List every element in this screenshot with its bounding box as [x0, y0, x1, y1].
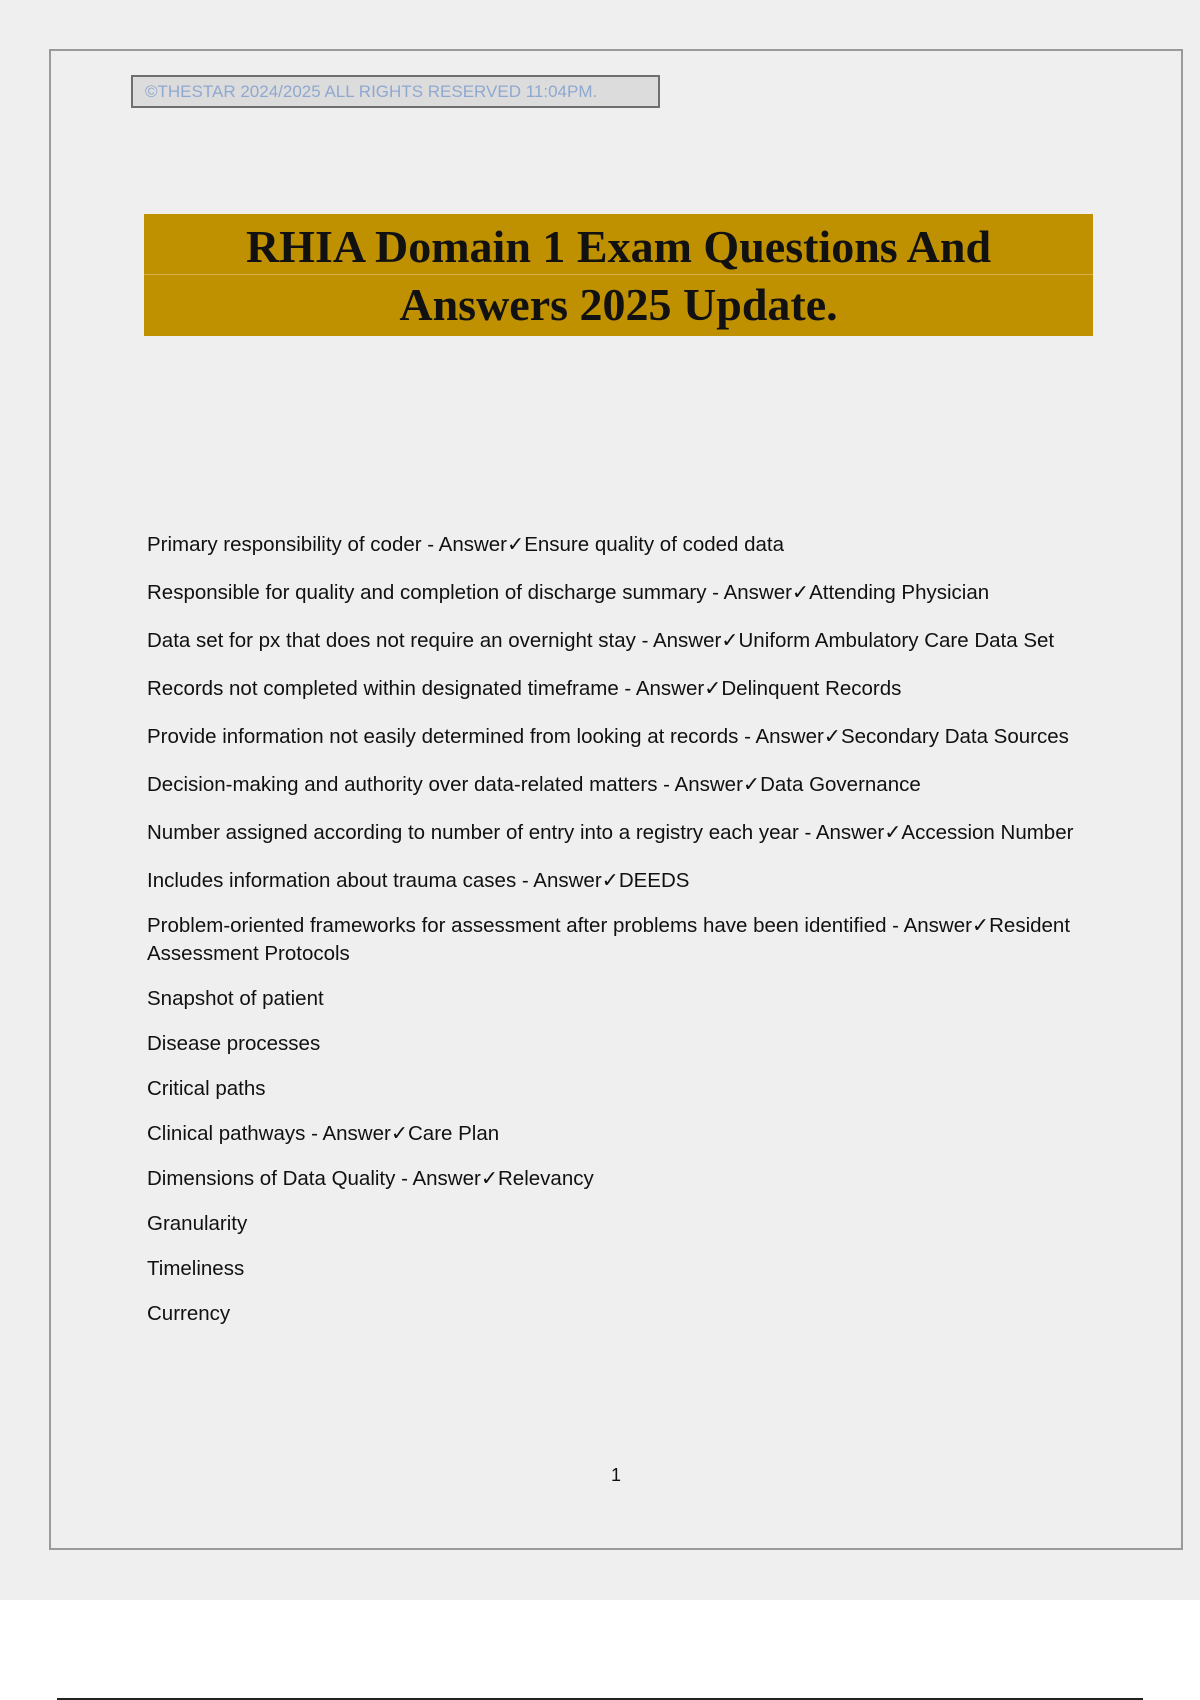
title-line-2: Answers 2025 Update. — [399, 279, 838, 330]
qa-item: Includes information about trauma cases - Answer✓DEEDS — [147, 869, 690, 892]
qa-item: Problem-oriented frameworks for assessment after problems have been identified - Answer✓Resident Assessment Protocols — [147, 914, 1071, 965]
qa-item: Timeliness — [147, 1257, 245, 1280]
qa-item: Currency — [147, 1302, 231, 1325]
document-page — [49, 49, 1183, 1550]
qa-item: Data set for px that does not require an overnight stay - Answer✓Uniform Ambulatory Care Data Set — [147, 629, 1055, 652]
qa-item: Granularity — [147, 1212, 248, 1235]
qa-item: Disease processes — [147, 1032, 321, 1055]
qa-item: Number assigned according to number of entry into a registry each year - Answer✓Accession Number — [147, 821, 1074, 844]
title-line-1: RHIA Domain 1 Exam Questions And — [245, 221, 992, 272]
copyright-banner: ©THESTAR 2024/2025 ALL RIGHTS RESERVED 11:04PM. — [131, 75, 660, 108]
qa-item: Decision-making and authority over data-related matters - Answer✓Data Governance — [147, 773, 921, 796]
page-number: 1 — [610, 1465, 621, 1485]
qa-item: Clinical pathways - Answer✓Care Plan — [147, 1122, 500, 1145]
title-banner — [144, 214, 1093, 336]
title-divider — [144, 274, 1093, 275]
qa-item: Provide information not easily determined from looking at records - Answer✓Secondary Data Sources — [147, 725, 1069, 748]
qa-item: Responsible for quality and completion of discharge summary - Answer✓Attending Physician — [147, 581, 990, 604]
qa-item: Dimensions of Data Quality - Answer✓Relevancy — [147, 1167, 594, 1190]
qa-item: Snapshot of patient — [147, 987, 324, 1010]
qa-item: Critical paths — [147, 1077, 266, 1100]
qa-item: Primary responsibility of coder - Answer✓Ensure quality of coded data — [147, 533, 785, 556]
qa-item: Records not completed within designated timeframe - Answer✓Delinquent Records — [147, 677, 902, 700]
qa-list — [147, 531, 1107, 1345]
